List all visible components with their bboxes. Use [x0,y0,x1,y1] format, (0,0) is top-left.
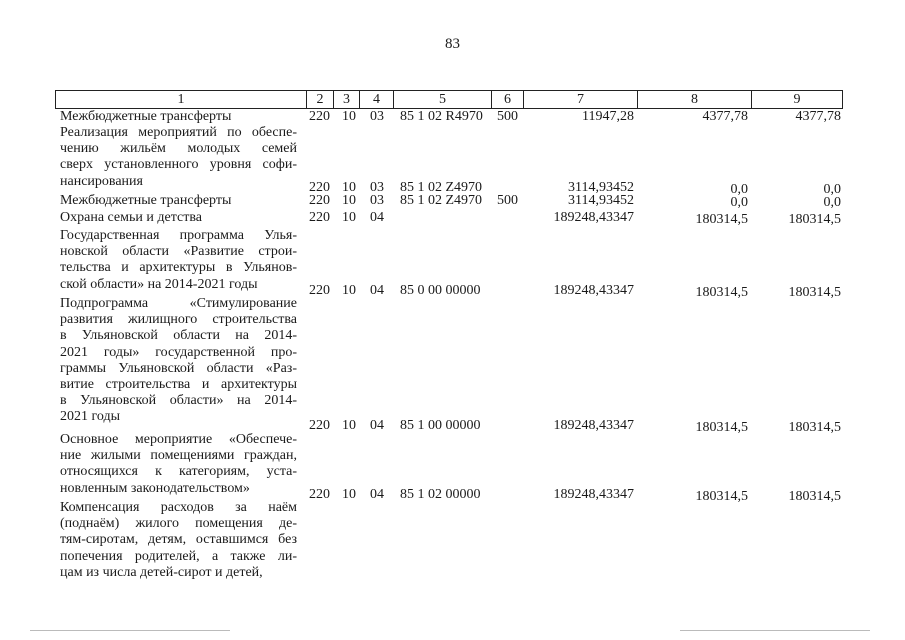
cell-c9: 180314,5 [788,212,841,227]
cell-c4: 03 [370,180,384,195]
cell-c5: 85 1 02 00000 [400,487,481,502]
cell-c7: 11947,28 [582,109,634,124]
scan-artifact [680,630,870,631]
description-line: в Ульяновской области на 2014- [60,328,297,344]
description-line: граммы Ульяновской области «Раз- [60,360,297,376]
scan-artifact [30,630,230,631]
cell-c3: 10 [342,487,356,502]
cell-c7: 189248,43347 [553,487,634,502]
cell-c5: 85 1 02 Z4970 [400,193,483,208]
cell-c2: 220 [309,109,330,124]
header-col-7: 7 [524,91,638,108]
row-description [60,109,297,125]
cell-c4: 03 [370,193,384,208]
cell-c3: 10 [342,180,356,195]
page-number: 83 [445,36,460,52]
table-header [55,90,843,109]
cell-c6: 500 [497,193,518,208]
row-description [60,296,297,426]
cell-c9: 180314,5 [788,285,841,300]
cell-c4: 04 [370,210,384,225]
cell-c2: 220 [309,210,330,225]
header-col-8: 8 [638,91,752,108]
cell-c7: 3114,93452 [568,180,634,195]
cell-c5: 85 1 02 Z4970 [400,180,483,195]
cell-c9: 0,0 [823,182,841,197]
cell-c2: 220 [309,180,330,195]
cell-c7: 189248,43347 [553,418,634,433]
cell-c6: 500 [497,109,518,124]
row-description [60,500,297,581]
cell-c9: 0,0 [823,195,841,210]
description-line: развития жилищного строительства [60,312,297,328]
description-line: относящихся к категориям, уста- [60,464,297,480]
description-line: тельства и архитектуры в Ульянов- [60,260,297,276]
header-col-6: 6 [492,91,524,108]
cell-c3: 10 [342,109,356,124]
cell-c4: 04 [370,487,384,502]
description-line: попечения родителей, а также ли- [60,548,297,564]
row-description [60,210,297,226]
description-line: Охрана семьи и детства [60,210,202,225]
cell-c8: 180314,5 [695,212,748,227]
cell-c2: 220 [309,418,330,433]
cell-c2: 220 [309,283,330,298]
cell-c8: 4377,78 [702,109,748,124]
cell-c7: 189248,43347 [553,210,634,225]
description-line: чению жильём молодых семей [60,141,297,157]
cell-c5: 85 1 00 00000 [400,418,481,433]
cell-c4: 04 [370,283,384,298]
description-line: цам из числа детей-сирот и детей, [60,564,263,580]
description-line: новской области «Развитие строи- [60,244,297,260]
description-line: Реализация мероприятий по обеспе- [60,125,297,140]
cell-c3: 10 [342,210,356,225]
cell-c3: 10 [342,193,356,208]
row-description [60,193,297,209]
description-line: Компенсация расходов за наём [60,500,297,515]
cell-c8: 180314,5 [695,489,748,504]
cell-c7: 3114,93452 [568,193,634,208]
header-col-1: 1 [56,91,307,108]
cell-c4: 03 [370,109,384,124]
header-col-4: 4 [360,91,394,108]
description-line: витие строительства и архитектуры [60,377,297,393]
cell-c8: 180314,5 [695,285,748,300]
cell-c2: 220 [309,487,330,502]
header-col-3: 3 [334,91,360,108]
description-line: 2021 годы [60,409,121,425]
cell-c5: 85 1 02 R4970 [400,109,483,124]
cell-c9: 4377,78 [795,109,841,124]
description-line: новленным законодательством» [60,480,250,496]
description-line: 2021 годы» государственной про- [60,344,297,360]
cell-c5: 85 0 00 00000 [400,283,481,298]
row-description [60,228,297,293]
cell-c3: 10 [342,283,356,298]
cell-c9: 180314,5 [788,489,841,504]
cell-c7: 189248,43347 [553,283,634,298]
description-line: (поднаём) жилого помещения де- [60,516,297,532]
header-col-5: 5 [394,91,492,108]
row-description [60,432,297,497]
header-col-9: 9 [793,92,801,107]
cell-c8: 180314,5 [695,420,748,435]
description-line: Основное мероприятие «Обеспече- [60,432,297,447]
cell-c4: 04 [370,418,384,433]
cell-c2: 220 [309,193,330,208]
description-line: Межбюджетные трансферты [60,193,232,208]
description-line: Подпрограмма «Стимулирование [60,296,297,311]
description-line: ние жилыми помещениями граждан, [60,448,297,464]
description-line: нансирования [60,173,143,189]
header-col-2: 2 [307,91,334,108]
cell-c8: 0,0 [730,195,748,210]
row-description [60,125,297,190]
description-line: Государственная программа Улья- [60,228,297,243]
description-line: ской области» на 2014-2021 годы [60,276,258,292]
cell-c3: 10 [342,418,356,433]
description-line: сверх установленного уровня софи- [60,157,297,173]
cell-c8: 0,0 [730,182,748,197]
description-line: в Ульяновской области» на 2014- [60,393,297,409]
description-line: Межбюджетные трансферты [60,109,232,124]
cell-c9: 180314,5 [788,420,841,435]
description-line: тям-сиротам, детям, оставшимся без [60,532,297,548]
